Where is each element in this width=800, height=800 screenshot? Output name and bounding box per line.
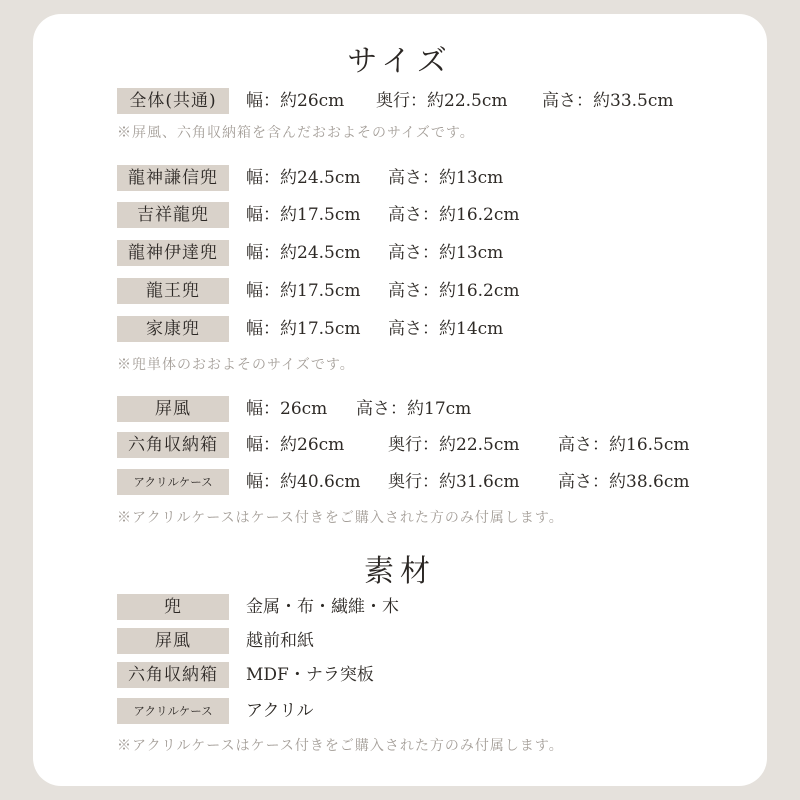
overall-depth: 奥行：約22.5cm [376,91,508,111]
helmet-width: 幅：約24.5cm [246,243,361,263]
accessory-width: 幅：約26cm [246,435,345,455]
helmet-height: 高さ：約16.2cm [388,205,520,225]
overall-label: 全体(共通) [117,88,229,114]
helmet-height: 高さ：約16.2cm [388,281,520,301]
accessory-depth: 奥行：約22.5cm [388,435,520,455]
helmet-width: 幅：約17.5cm [246,319,361,339]
helmet-width: 幅：約17.5cm [246,281,361,301]
helmet-height: 高さ：約13cm [388,243,504,263]
accessory-height: 高さ：約16.5cm [558,435,690,455]
material-value: MDF・ナラ突板 [246,665,374,685]
helmet-height: 高さ：約13cm [388,168,504,188]
overall-height: 高さ：約33.5cm [542,91,674,111]
accessory-width: 幅：約40.6cm [246,472,361,492]
helmet-label: 龍神謙信兜 [117,165,229,191]
accessory-depth: 奥行：約31.6cm [388,472,520,492]
accessory-label: アクリルケース [117,469,229,495]
overall-note: ※屏風、六角収納箱を含んだおおよそのサイズです。 [117,125,475,141]
accessory-height: 高さ：約17cm [356,399,472,419]
accessory-label: 屏風 [117,396,229,422]
material-value: 越前和紙 [246,631,314,651]
size-title: サイズ [347,44,453,79]
helmet-label: 龍神伊達兜 [117,240,229,266]
accessory-width: 幅：26cm [246,399,328,419]
material-case-note: ※アクリルケースはケース付きをご購入された方のみ付属します。 [117,738,564,754]
material-label: 屏風 [117,628,229,654]
material-label: 兜 [117,594,229,620]
material-value: 金属・布・繊維・木 [246,597,399,617]
helmet-label: 龍王兜 [117,278,229,304]
overall-width: 幅：約26cm [246,91,345,111]
material-title: 素材 [364,554,436,589]
material-value: アクリル [246,701,314,721]
helmet-label: 家康兜 [117,316,229,342]
material-label: アクリルケース [117,698,229,724]
helmet-label: 吉祥龍兜 [117,202,229,228]
material-label: 六角収納箱 [117,662,229,688]
case-note: ※アクリルケースはケース付きをご購入された方のみ付属します。 [117,510,564,526]
helmet-height: 高さ：約14cm [388,319,504,339]
accessory-height: 高さ：約38.6cm [558,472,690,492]
helmet-note: ※兜単体のおおよそのサイズです。 [117,357,355,373]
accessory-label: 六角収納箱 [117,432,229,458]
helmet-width: 幅：約17.5cm [246,205,361,225]
helmet-width: 幅：約24.5cm [246,168,361,188]
